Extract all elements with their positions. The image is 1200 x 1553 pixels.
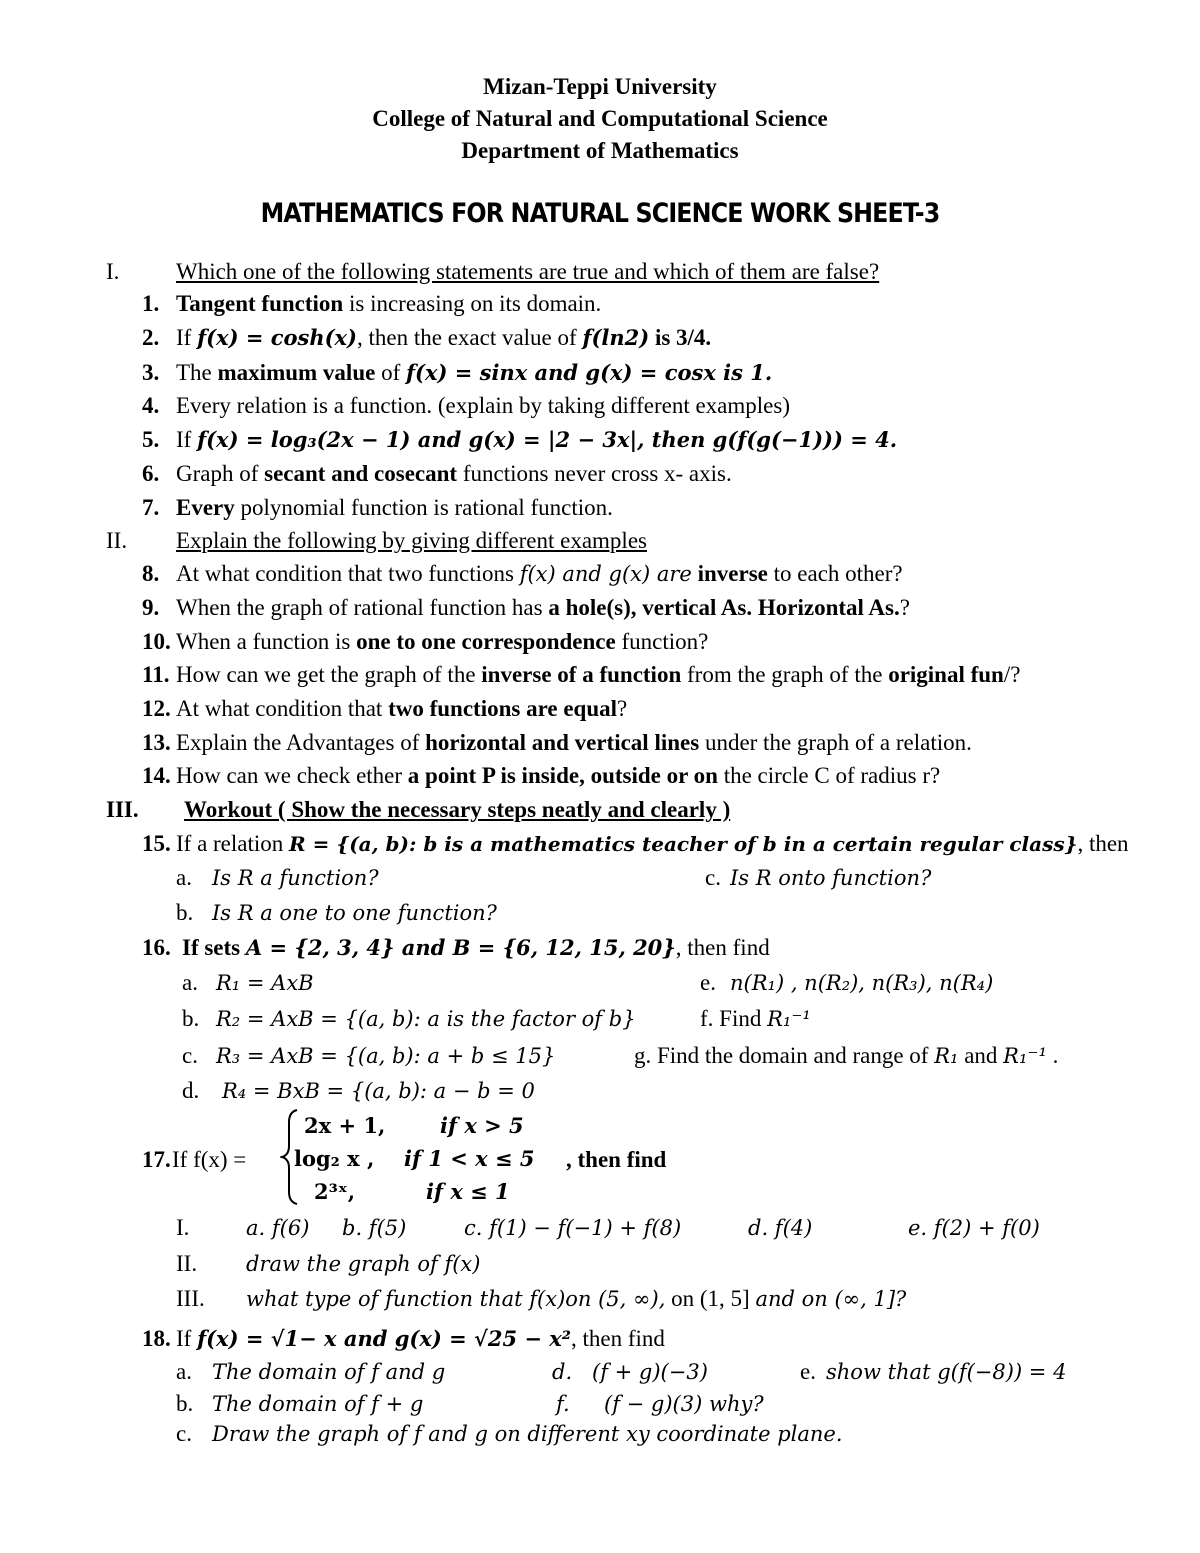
part-text: . bbox=[1046, 1043, 1059, 1068]
question-text: If sets bbox=[182, 935, 246, 960]
math-expression: f(ln2) bbox=[582, 325, 650, 350]
part-text: Is R onto function? bbox=[730, 866, 932, 890]
question-16 bbox=[182, 934, 770, 962]
question-text: function? bbox=[615, 629, 709, 654]
question-text: ? bbox=[617, 696, 628, 721]
question-text: , then find bbox=[675, 935, 770, 960]
item-number: 15. bbox=[142, 831, 171, 856]
part-text: on (1, 5] bbox=[665, 1286, 756, 1311]
part-text: c. f(1) − f(−1) + f(8) bbox=[464, 1216, 682, 1240]
question-text: original fun bbox=[888, 662, 1004, 687]
statement-text: If bbox=[176, 427, 198, 452]
question-text: one to one correspondence bbox=[356, 629, 616, 654]
question-14 bbox=[176, 762, 940, 790]
department-name: Department of Mathematics bbox=[461, 138, 739, 163]
question-text: At what condition that bbox=[176, 696, 389, 721]
statement-4: Every relation is a function. (explain by taking different examples) bbox=[176, 393, 790, 418]
question-text: the circle C of radius r? bbox=[717, 763, 941, 788]
question-12 bbox=[176, 695, 627, 723]
question-text: When a function is bbox=[176, 629, 357, 654]
item-number: 10. bbox=[142, 629, 171, 654]
part-f bbox=[700, 1005, 811, 1033]
statement-text: Every bbox=[176, 495, 235, 520]
question-text: At what condition that two functions bbox=[176, 561, 520, 586]
piecewise-case: log₂ x , bbox=[294, 1146, 375, 1171]
item-number: 17. bbox=[142, 1147, 171, 1172]
part-text bbox=[246, 1285, 906, 1313]
math-expression: what type of function that f(x)on (5, ∞), bbox=[246, 1287, 666, 1311]
part-text: R₄ = BxB = {(a, b): a − b = 0 bbox=[222, 1079, 535, 1103]
part-label: II. bbox=[176, 1251, 198, 1276]
question-text: inverse of a function bbox=[481, 662, 682, 687]
statement-3 bbox=[176, 359, 772, 387]
item-number: 11. bbox=[142, 662, 170, 687]
piecewise-case: 2³ˣ, bbox=[314, 1179, 356, 1204]
question-10 bbox=[176, 628, 708, 656]
item-number: 2. bbox=[142, 325, 160, 350]
item-number: 18. bbox=[142, 1326, 171, 1351]
question-13 bbox=[176, 729, 972, 757]
part-label: d. bbox=[182, 1078, 200, 1103]
part-text: The domain of f and g bbox=[212, 1360, 446, 1384]
part-label: b. bbox=[176, 1391, 194, 1416]
question-11 bbox=[176, 661, 1020, 689]
item-number: 9. bbox=[142, 595, 160, 620]
college-name: College of Natural and Computational Science bbox=[372, 106, 828, 131]
part-text: R₃ = AxB = {(a, b): a + b ≤ 15} bbox=[216, 1044, 556, 1068]
question-text: under the graph of a relation. bbox=[699, 730, 972, 755]
part-label: f. bbox=[700, 1006, 714, 1031]
statement-5 bbox=[176, 426, 897, 454]
math-expression: f(x) and g(x) are bbox=[519, 562, 692, 586]
university-name: Mizan-Teppi University bbox=[483, 74, 717, 99]
item-number: 13. bbox=[142, 730, 171, 755]
statement-2 bbox=[176, 324, 711, 352]
question-text: How can we check ether bbox=[176, 763, 408, 788]
statement-text: of bbox=[375, 360, 406, 385]
part-label: e. bbox=[700, 970, 716, 995]
statement-text: Tangent function bbox=[176, 291, 344, 316]
math-expression: R₁⁻¹ bbox=[1003, 1044, 1047, 1068]
math-expression: and on (∞, 1]? bbox=[755, 1287, 907, 1311]
part-text: Is R a one to one function? bbox=[212, 901, 497, 925]
statement-text: If bbox=[176, 325, 198, 350]
worksheet-title: MATHEMATICS FOR NATURAL SCIENCE WORK SHEET-3 bbox=[260, 198, 940, 229]
statement-text: is 3/4. bbox=[649, 325, 712, 350]
part-label: d. bbox=[552, 1360, 573, 1384]
part-text: Is R a function? bbox=[212, 866, 379, 890]
item-number: 16. bbox=[142, 935, 171, 960]
part-label: a. bbox=[176, 865, 192, 890]
statement-text: The bbox=[176, 360, 218, 385]
question-text: to each other? bbox=[767, 561, 903, 586]
question-text: If a relation bbox=[176, 831, 290, 856]
item-number: 7. bbox=[142, 495, 160, 520]
part-label: a. bbox=[182, 970, 198, 995]
part-text: and bbox=[958, 1043, 1004, 1068]
question-18 bbox=[176, 1325, 665, 1353]
item-number: 6. bbox=[142, 461, 160, 486]
statement-7 bbox=[176, 494, 613, 522]
question-9 bbox=[176, 594, 910, 622]
question-text: /? bbox=[1003, 662, 1021, 687]
question-text: from the graph of the bbox=[681, 662, 889, 687]
question-text: How can we get the graph of the bbox=[176, 662, 482, 687]
section-2-numeral: II. bbox=[106, 528, 128, 553]
item-number: 3. bbox=[142, 360, 160, 385]
question-text: Explain the Advantages of bbox=[176, 730, 426, 755]
question-15 bbox=[176, 830, 1129, 858]
part-text: Find bbox=[719, 1006, 768, 1031]
section-2-heading: Explain the following by giving different examples bbox=[176, 528, 647, 553]
part-text: R₂ = AxB = {(a, b): a is the factor of b} bbox=[216, 1007, 636, 1031]
math-expression: A = {2, 3, 4} and B = {6, 12, 15, 20} bbox=[245, 935, 676, 960]
part-label: III. bbox=[176, 1286, 205, 1311]
item-number: 4. bbox=[142, 393, 160, 418]
math-expression: f(x) = √1− x and g(x) = √25 − x² bbox=[197, 1326, 571, 1351]
question-8 bbox=[176, 560, 903, 588]
part-g bbox=[634, 1042, 1058, 1070]
question-text: When the graph of rational function has bbox=[176, 595, 549, 620]
math-expression: R = {(a, b): b is a mathematics teacher of b in a certain regular class} bbox=[289, 832, 1078, 856]
part-label: c. bbox=[705, 865, 721, 890]
statement-text: functions never cross x- axis. bbox=[457, 461, 732, 486]
part-text: (f + g)(−3) bbox=[592, 1360, 708, 1384]
part-label: f. bbox=[556, 1392, 570, 1416]
statement-1 bbox=[176, 290, 601, 318]
question-text: ? bbox=[899, 595, 910, 620]
math-expression: f(x) = sinx and g(x) = cosx is 1. bbox=[406, 360, 773, 385]
statement-text: secant and cosecant bbox=[264, 461, 458, 486]
part-text: draw the graph of f(x) bbox=[246, 1252, 481, 1276]
item-number: 1. bbox=[142, 291, 160, 316]
question-text: If bbox=[176, 1326, 198, 1351]
piecewise-condition: if x ≤ 1 bbox=[426, 1179, 510, 1204]
section-1-numeral: I. bbox=[106, 259, 120, 284]
part-text: (f − g)(3) why? bbox=[604, 1392, 764, 1416]
math-expression: f(x) = log₃(2x − 1) and g(x) = |2 − 3x|, then g(f(g(−1))) = 4. bbox=[197, 427, 898, 452]
statement-text: polynomial function is rational function. bbox=[234, 495, 613, 520]
piecewise-condition: if x > 5 bbox=[440, 1113, 524, 1138]
question-text: , then bbox=[1077, 831, 1129, 856]
question-text: inverse bbox=[691, 561, 768, 586]
section-1-heading: Which one of the following statements are true and which of them are false? bbox=[176, 259, 880, 284]
part-text: Draw the graph of f and g on different xy coordinate plane. bbox=[212, 1422, 843, 1446]
question-text: , then find bbox=[571, 1326, 665, 1351]
piecewise-condition: if 1 < x ≤ 5 bbox=[404, 1146, 535, 1171]
part-label: b. bbox=[182, 1006, 200, 1031]
piecewise-case: 2x + 1, bbox=[304, 1113, 386, 1138]
part-text: The domain of f + g bbox=[212, 1392, 424, 1416]
part-label: I. bbox=[176, 1215, 190, 1240]
part-label: e. bbox=[800, 1359, 816, 1384]
part-text: e. f(2) + f(0) bbox=[908, 1216, 1040, 1240]
part-text: b. f(5) bbox=[342, 1216, 407, 1240]
statement-text: Graph of bbox=[176, 461, 265, 486]
question-text: If f(x) = bbox=[172, 1147, 247, 1172]
part-text: d. f(4) bbox=[748, 1216, 813, 1240]
math-expression: f(x) = cosh(x) bbox=[197, 325, 357, 350]
item-number: 8. bbox=[142, 561, 160, 586]
question-text: horizontal and vertical lines bbox=[425, 730, 700, 755]
statement-text: , then the exact value of bbox=[357, 325, 583, 350]
part-text: n(R₁) , n(R₂), n(R₃), n(R₄) bbox=[730, 971, 994, 995]
math-expression: R₁⁻¹ bbox=[767, 1007, 811, 1031]
section-3-heading: Workout ( Show the necessary steps neatly and clearly ) bbox=[184, 797, 731, 822]
question-text: a point P is inside, outside or on bbox=[407, 763, 718, 788]
statement-text: is increasing on its domain. bbox=[343, 291, 602, 316]
section-3-numeral: III. bbox=[106, 797, 139, 822]
part-label: c. bbox=[176, 1421, 192, 1446]
part-text: R₁ = AxB bbox=[216, 971, 314, 995]
part-label: a. bbox=[176, 1359, 192, 1384]
statement-6 bbox=[176, 460, 732, 488]
part-text: show that g(f(−8)) = 4 bbox=[826, 1360, 1067, 1384]
item-number: 5. bbox=[142, 427, 160, 452]
question-text: two functions are equal bbox=[388, 696, 618, 721]
part-text: a. f(6) bbox=[246, 1216, 310, 1240]
item-number: 12. bbox=[142, 696, 171, 721]
math-expression: R₁ bbox=[934, 1044, 959, 1068]
part-label: c. bbox=[182, 1043, 198, 1068]
part-label: g. bbox=[634, 1043, 652, 1068]
item-number: 14. bbox=[142, 763, 171, 788]
question-text: , then find bbox=[566, 1147, 667, 1172]
part-text: Find the domain and range of bbox=[657, 1043, 935, 1068]
statement-text: maximum value bbox=[217, 360, 376, 385]
part-label: b. bbox=[176, 900, 194, 925]
question-text: a hole(s), vertical As. Horizontal As. bbox=[548, 595, 900, 620]
